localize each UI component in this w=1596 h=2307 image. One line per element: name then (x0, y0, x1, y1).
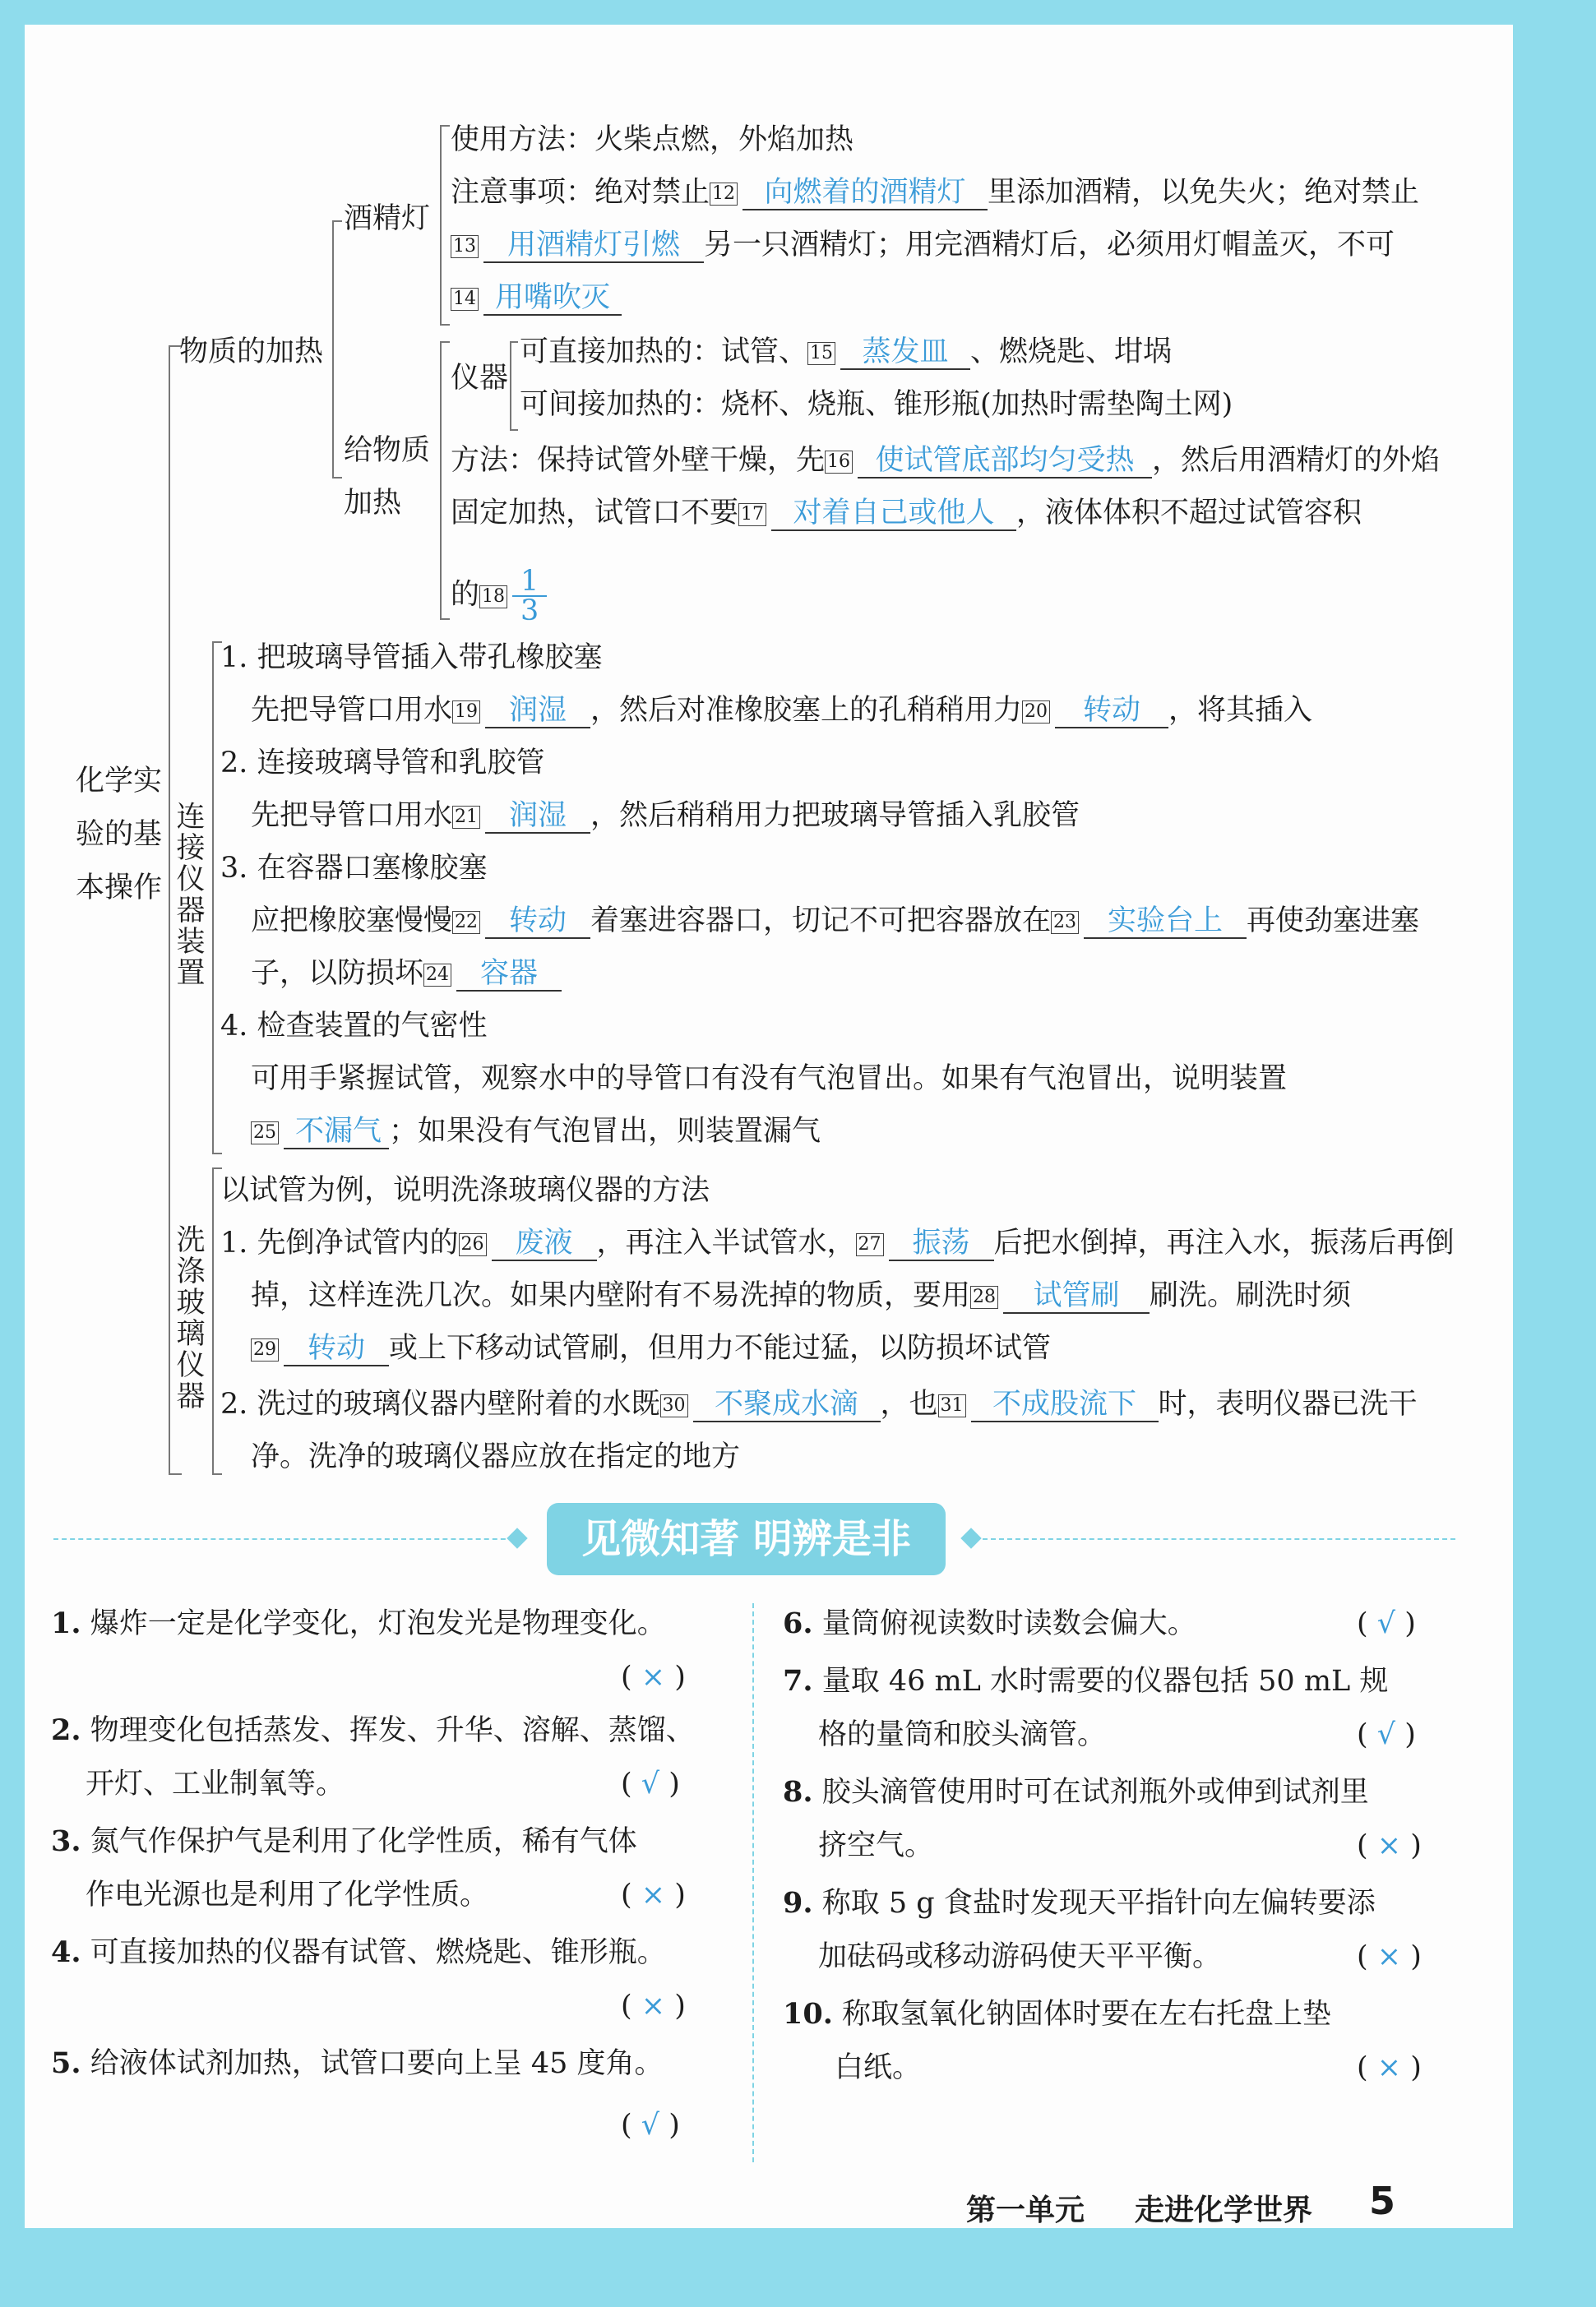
answer-23: 实验台上 (1084, 904, 1247, 939)
wash-title-char: 仪 (176, 1349, 206, 1382)
question-number: 10. (783, 1997, 833, 2031)
text: 子，以防损坏 (251, 957, 424, 990)
answer-27: 振荡 (889, 1227, 994, 1261)
lamp-notes-line2 (451, 229, 1395, 263)
text: 或上下移动试管刷，但用力不能过猛，以防损坏试管 (389, 1332, 1052, 1365)
answer-18-denominator: 3 (520, 594, 539, 627)
answer-mark-5: ( √ ) (621, 2109, 680, 2142)
blank-number-13: 13 (451, 235, 479, 258)
lamp-usage: 使用方法：火柴点燃，外焰加热 (451, 123, 854, 156)
question-6 (783, 1607, 1196, 1640)
connect-step2-title: 2. 连接玻璃导管和乳胶管 (220, 747, 545, 779)
question-1 (51, 1607, 666, 1640)
connect-step4-title: 4. 检查装置的气密性 (220, 1010, 488, 1043)
blank-number-22: 22 (452, 911, 480, 934)
footer-title: 走进化学世界 (1135, 2194, 1313, 2227)
answer-29: 转动 (284, 1332, 389, 1366)
text: 先把导管口用水 (251, 799, 453, 832)
method-mid: ，然后用酒精灯的外焰 (1152, 444, 1441, 477)
answer-31: 不成股流下 (971, 1388, 1159, 1422)
lamp-notes-mid1: 里添加酒精，以免失火；绝对禁止 (988, 176, 1420, 209)
text: 1. 先倒净试管内的 (220, 1227, 459, 1260)
text: 先把导管口用水 (251, 694, 453, 727)
answer-symbol: √ (641, 2109, 660, 2142)
answer-symbol: √ (641, 1768, 660, 1801)
connect-step4-text2 (251, 1115, 821, 1149)
question-text: 称取 5 g 食盐时发现天平指针向左偏转要添 (821, 1887, 1376, 1920)
lamp-notes-prefix: 注意事项：绝对禁止 (451, 176, 710, 209)
connect-step1-text (251, 694, 1312, 728)
indirect-heat-line: 可间接加热的：烧杯、烧瓶、锥形瓶(加热时需垫陶土网) (520, 388, 1233, 421)
connect-step3-text (251, 904, 1419, 939)
answer-18-numerator: 1 (512, 567, 547, 597)
blank-number-30: 30 (660, 1394, 688, 1417)
direct-suffix: 、燃烧匙、坩埚 (970, 335, 1173, 368)
heating-brace (332, 220, 342, 479)
root-label-1: 化学实 (76, 765, 163, 798)
answer-25: 不漏气 (284, 1115, 389, 1149)
question-number: 8. (783, 1775, 813, 1809)
lamp-title: 酒精灯 (344, 202, 431, 235)
question-number: 3. (51, 1824, 81, 1858)
blank-number-14: 14 (451, 288, 479, 311)
answer-24: 容器 (456, 957, 562, 992)
question-number: 6. (783, 1607, 813, 1640)
blank-number-15: 15 (807, 342, 835, 365)
question-7 (783, 1665, 1388, 1698)
connect-step3-title: 3. 在容器口塞橡胶塞 (220, 852, 488, 885)
text: 着塞进容器口，切记不可把容器放在 (590, 904, 1052, 937)
answer-16: 使试管底部均匀受热 (858, 444, 1152, 479)
method3-prefix: 的 (451, 578, 480, 612)
blank-number-19: 19 (452, 700, 480, 724)
answer-22: 转动 (485, 904, 590, 939)
answer-mark-8: ( × ) (1357, 1829, 1422, 1862)
connect-step2-text (251, 799, 1080, 834)
page-number: 5 (1369, 2179, 1396, 2223)
question-text: 量筒俯视读数时读数会偏大。 (821, 1607, 1196, 1640)
answer-26: 废液 (492, 1227, 597, 1261)
answer-symbol: × (1376, 1829, 1402, 1862)
blank-number-31: 31 (938, 1394, 966, 1417)
text: 再使劲塞进塞 (1247, 904, 1420, 937)
method-line1 (451, 444, 1440, 479)
text: 后把水倒掉，再注入水，振荡后再倒 (993, 1227, 1455, 1260)
connect-title-char: 器 (176, 895, 206, 927)
text: ，然后稍稍用力把玻璃导管插入乳胶管 (590, 799, 1080, 832)
banner-divider-left (53, 1538, 522, 1540)
blank-number-17: 17 (738, 503, 766, 526)
method-line2 (451, 497, 1362, 531)
column-divider (752, 1603, 754, 2162)
question-8 (783, 1776, 1369, 1809)
text: 2. 洗过的玻璃仪器内壁附着的水既 (220, 1388, 660, 1421)
answer-mark-7: ( √ ) (1357, 1718, 1416, 1751)
answer-20: 转动 (1055, 694, 1168, 728)
question-number: 9. (783, 1886, 813, 1920)
instrument-label: 仪器 (451, 362, 509, 395)
answer-mark-4: ( × ) (621, 1990, 686, 2023)
question-4 (51, 1936, 666, 1969)
text: ，将其插入 (1168, 694, 1313, 727)
answer-mark-10: ( × ) (1357, 2051, 1422, 2084)
question-10-line2: 白纸。 (835, 2051, 922, 2084)
instrument-brace (510, 341, 518, 431)
answer-mark-9: ( × ) (1357, 1940, 1422, 1973)
lamp-notes-line3 (451, 281, 622, 316)
blank-number-27: 27 (856, 1233, 884, 1256)
answer-symbol: × (641, 1879, 666, 1912)
text: 应把橡胶塞慢慢 (251, 904, 453, 937)
connect-title-char: 仪 (176, 863, 206, 896)
question-number: 1. (51, 1607, 81, 1640)
blank-number-21: 21 (452, 806, 480, 829)
blank-number-20: 20 (1022, 700, 1050, 724)
question-2-line2: 开灯、工业制氧等。 (86, 1768, 345, 1801)
question-5 (51, 2047, 663, 2080)
wash-line3 (251, 1332, 1051, 1366)
banner-divider-right (983, 1538, 1455, 1540)
blank-number-25: 25 (251, 1121, 279, 1144)
question-text: 爆炸一定是化学变化，灯泡发光是物理变化。 (90, 1607, 666, 1640)
text: 刷洗。刷洗时须 (1150, 1279, 1352, 1312)
method-line3 (451, 567, 547, 625)
answer-symbol: √ (1376, 1718, 1396, 1751)
wash-title-char: 涤 (176, 1255, 206, 1288)
connect-title-char: 置 (176, 957, 206, 990)
wash-title-char: 器 (176, 1380, 206, 1413)
root-label-2: 验的基 (76, 818, 163, 851)
question-number: 7. (783, 1664, 813, 1698)
connect-brace (212, 641, 222, 1154)
question-10 (783, 1998, 1331, 2031)
answer-mark-3: ( × ) (621, 1879, 686, 1912)
answer-19: 润湿 (485, 694, 590, 728)
answer-symbol: × (641, 1990, 666, 2023)
wash-intro: 以试管为例，说明洗涤玻璃仪器的方法 (220, 1174, 710, 1207)
wash-brace (212, 1167, 222, 1475)
blank-number-12: 12 (710, 183, 738, 206)
connect-step4-text: 可用手紧握试管，观察水中的导管口有没有气泡冒出。如果有气泡冒出，说明装置 (251, 1062, 1288, 1095)
footer-unit: 第一单元 (966, 2194, 1085, 2227)
blank-number-29: 29 (251, 1338, 279, 1362)
lamp-notes-line1 (451, 176, 1419, 210)
method-prefix: 方法：保持试管外壁干燥，先 (451, 444, 826, 477)
answer-18-fraction (512, 567, 547, 625)
give-brace (440, 341, 450, 620)
answer-symbol: × (1376, 1940, 1402, 1973)
method2-suffix: ，液体体积不超过试管容积 (1016, 497, 1362, 529)
connect-step1-title: 1. 把玻璃导管插入带孔橡胶塞 (220, 641, 603, 674)
blank-number-26: 26 (459, 1233, 487, 1256)
question-text: 称取氢氧化钠固体时要在左右托盘上垫 (842, 1998, 1332, 2031)
blank-number-28: 28 (970, 1286, 998, 1309)
answer-28: 试管刷 (1003, 1279, 1150, 1314)
answer-30: 不聚成水滴 (693, 1388, 881, 1422)
answer-symbol: √ (1376, 1607, 1396, 1640)
answer-mark-1: ( × ) (621, 1661, 686, 1694)
question-text: 胶头滴管使用时可在试剂瓶外或伸到试剂里 (821, 1776, 1369, 1809)
wash-title-char: 璃 (176, 1318, 206, 1351)
wash-line4 (220, 1388, 1418, 1422)
answer-symbol: × (641, 1661, 666, 1694)
blank-number-18: 18 (479, 585, 507, 608)
wash-line1 (220, 1227, 1455, 1261)
question-number: 5. (51, 2046, 81, 2080)
give-title-1: 给物质 (344, 434, 431, 467)
text: ，再注入半试管水， (596, 1227, 856, 1260)
question-number: 4. (51, 1935, 81, 1969)
question-2 (51, 1714, 695, 1747)
section-banner: 见微知著 明辨是非 (547, 1503, 946, 1575)
connect-title-char: 连 (176, 801, 206, 834)
answer-21: 润湿 (485, 799, 590, 834)
text: 掉，这样连洗几次。如果内壁附有不易洗掉的物质，要用 (251, 1279, 971, 1312)
question-number: 2. (51, 1713, 81, 1747)
connect-title-char: 接 (176, 832, 206, 865)
lamp-brace (440, 125, 450, 326)
blank-number-23: 23 (1051, 911, 1079, 934)
answer-mark-2: ( √ ) (621, 1768, 680, 1801)
answer-symbol: × (1376, 2051, 1402, 2084)
question-9-line2: 加砝码或移动游码使天平平衡。 (818, 1940, 1222, 1973)
blank-number-16: 16 (825, 451, 853, 474)
lamp-notes-mid2: 另一只酒精灯；用完酒精灯后，必须用灯帽盖灭，不可 (704, 229, 1395, 261)
direct-heat-line (520, 335, 1172, 370)
connect-step3-text2 (251, 957, 562, 992)
connect-title-char: 装 (176, 926, 206, 959)
question-text: 氮气作保护气是利用了化学性质，稀有气体 (90, 1825, 637, 1858)
give-title-2: 加热 (344, 487, 402, 520)
wash-line5: 净。洗净的玻璃仪器应放在指定的地方 (251, 1440, 741, 1473)
question-text: 量取 46 mL 水时需要的仪器包括 50 mL 规 (821, 1665, 1389, 1698)
heating-title: 物质的加热 (179, 335, 324, 368)
direct-prefix: 可直接加热的：试管、 (520, 335, 808, 368)
text: ，然后对准橡胶塞上的孔稍稍用力 (590, 694, 1023, 727)
text: ；如果没有气泡冒出，则装置漏气 (389, 1115, 821, 1148)
answer-15: 蒸发皿 (840, 335, 970, 370)
question-7-line2: 格的量筒和胶头滴管。 (818, 1718, 1107, 1751)
wash-title-char: 洗 (176, 1224, 206, 1257)
answer-13: 用酒精灯引燃 (483, 229, 704, 263)
question-text: 给液体试剂加热，试管口要向上呈 45 度角。 (90, 2047, 664, 2080)
root-label-3: 本操作 (76, 871, 163, 904)
text: ，也 (880, 1388, 938, 1421)
question-text: 可直接加热的仪器有试管、燃烧匙、锥形瓶。 (90, 1936, 666, 1969)
blank-number-24: 24 (423, 964, 451, 987)
method2-prefix: 固定加热，试管口不要 (451, 497, 739, 529)
question-3-line2: 作电光源也是利用了化学性质。 (86, 1879, 489, 1912)
text: 时，表明仪器已洗干 (1158, 1388, 1418, 1421)
question-text: 物理变化包括蒸发、挥发、升华、溶解、蒸馏、 (90, 1714, 695, 1747)
wash-line2 (251, 1279, 1351, 1314)
answer-mark-6: ( √ ) (1357, 1607, 1416, 1640)
answer-14: 用嘴吹灭 (483, 281, 622, 316)
wash-title-char: 玻 (176, 1287, 206, 1320)
answer-17: 对着自己或他人 (771, 497, 1016, 531)
question-8-line2: 挤空气。 (818, 1829, 934, 1862)
question-9 (783, 1887, 1376, 1920)
answer-12: 向燃着的酒精灯 (742, 176, 988, 210)
question-3 (51, 1825, 637, 1858)
